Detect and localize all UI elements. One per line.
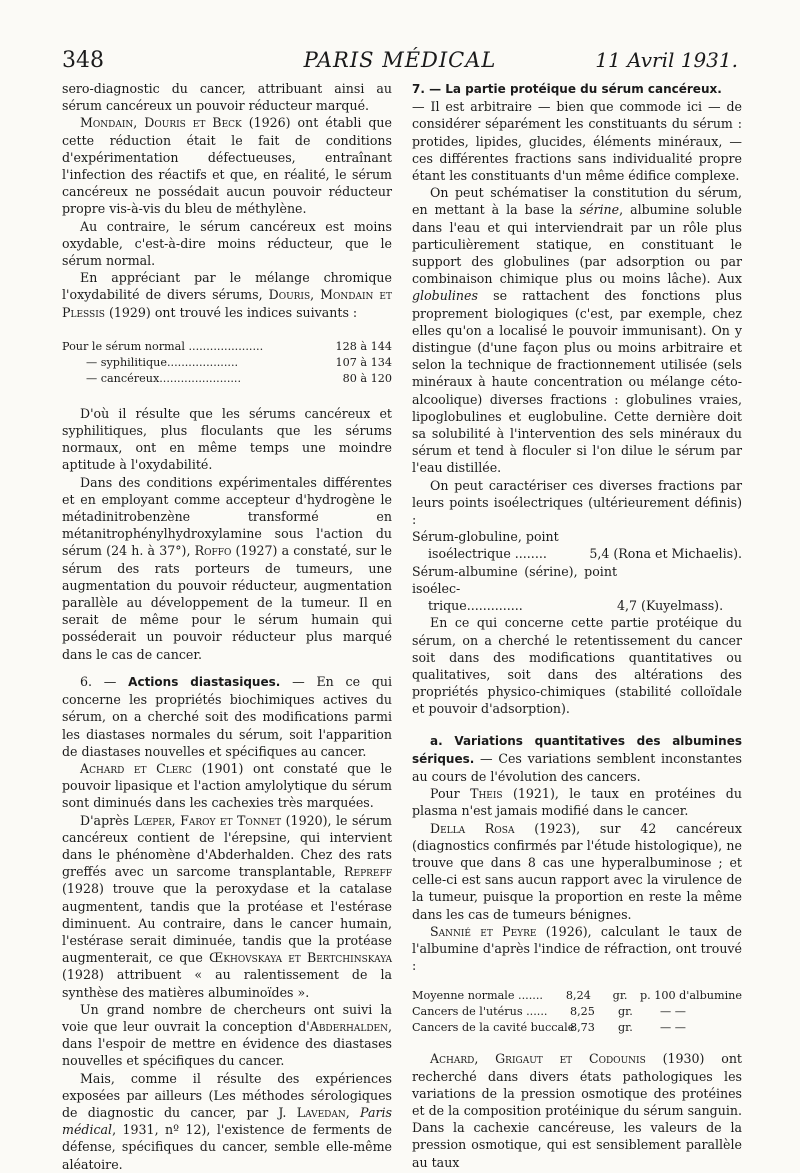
section-a: a. Variations quantitatives des albumines sériques. — Ces variations semblent inconstantes au cours de l'évolution des cancers. [412,733,742,784]
paragraph: Mais, comme il résulte des expériences exposées par ailleurs (Les méthodes sérologiques de diagnostic du cancer, par J. Lavedan, Paris médical, 1931, nº 12), l'existence de ferments de défense, spécifiques du cancer, semble elle-même aléatoire. [62,1070,392,1172]
albumin-table [412,988,742,1036]
paragraph: Achard et Clerc (1901) ont constaté que le pouvoir lipasique et l'action amylolytique du sérum sont diminués dans les cachexies très marquées. [62,760,392,811]
table-row: — syphilitique.................... 107 à 134 [86,355,392,369]
section-title: Actions diastasiques. [128,674,281,689]
section-7 [412,80,742,98]
paragraph: Achard, Grigaut et Codounis (1930) ont recherché dans divers états pathologiques les variations de la pression osmotique des protéines et de la composition protéinique du sérum sanguin. Dans la cachexie cancéreuse, les valeurs de la pression osmotique, qui est sensiblement parallèle au taux [412,1051,742,1170]
table-row: Cancers de l'utérus ...... 8,25 gr. — — [412,1005,686,1019]
left-column [62,80,392,1173]
paragraph: — Il est arbitraire — bien que commode ici — de considérer séparément les constituants du sérum : protides, lipides, glucides, éléments minéraux, — ces différentes fractions sans individualité propre étant les constituants d'un même édifice complexe. [412,99,742,184]
paragraph: Sannié et Peyre (1926), calculant le taux de l'albumine d'après l'indice de réfraction, ont trouvé : [412,923,742,974]
paragraph: Mondain, Douris et Beck (1926) ont établi que cette réduction était le fait de conditions d'expérimentation défectueuses, entraînant l'infection des réactifs et que, en réalité, le sérum cancéreux ne possédait aucun pouvoir réducteur propre vis-à-vis du bleu de méthylène. [62,115,392,217]
paragraph: En ce qui concerne cette partie protéique du sérum, on a cherché le retentissement du cancer soit dans des modifications quantitatives ou qualitatives, soit dans des altérations des propriétés physico-chimiques (stabilité colloïdale et pouvoir d'adsorption). [412,615,742,717]
journal-title: PARIS MÉDICAL [303,48,497,72]
table-row: — cancéreux....................... 80 à 120 [86,371,392,385]
paragraph: Pour Theis (1921), le taux en protéines du plasma n'est jamais modifié dans le cancer. [412,786,742,819]
table-row: Moyenne normale ....... 8,24 gr. p. 100 d'albumine [412,989,742,1003]
list-item: Sérum-albumine (sérine), point isoélec- [412,563,617,596]
paragraph: Dans des conditions expérimentales différentes et en employant comme accepteur d'hydrogène le métadinitrobenzène transformé en métanitrophénylhydroxylamine sous l'action du sérum (24 h. à 37°), Roffo (1927) a constaté, sur le sérum des rats porteurs de tumeurs, une augmentation du pouvoir réducteur, augmentation parallèle au développement de la tumeur. Il en serait de même pour le sérum humain qui posséderait un pouvoir réducteur plus marqué dans le cas de cancer. [62,474,392,662]
table-row: Pour le sérum normal ..................... 128 à 144 [62,339,392,353]
section-title: 7. — La partie protéique du sérum cancéreux. [412,82,722,96]
isoelectric-points [412,528,742,614]
paragraph: D'après Lœper, Faroy et Tonnet (1920), le sérum cancéreux contient de l'érepsine, qui intervient dans le phénomène d'Abderhalden. Chez des rats greffés avec un sarcome transplantable, Repreff (1928) trouve que la peroxydase et la catalase augmentent, tandis que la protéase et l'estérase diminuent. Au contraire, dans le cancer humain, l'estérase serait diminuée, tandis que la protéase augmenterait, ce que Œkhovskaya et Bertchinskaya (1928) attribuent « au ralentissement de la synthèse des matières albuminoïdes ». [62,812,392,1000]
paragraph: Un grand nombre de chercheurs ont suivi la voie que leur ouvrait la conception d'Abderhalden, dans l'espoir de mettre en évidence des diastases nouvelles et spécifiques du cancer. [62,1001,392,1069]
section-title: a. Variations quantitatives des albumines sériques. [412,733,742,766]
oxydability-table [62,339,392,387]
table-row: Cancers de la cavité buccale 8,73 gr. — — [412,1021,686,1035]
section-6: 6. — Actions diastasiques. — En ce qui concerne les propriétés biochimiques actives du sérum, on a cherché soit des modifications parmi les diastases normales du sérum, soit l'apparition de diastases nouvelles et spécifiques au cancer. [62,673,392,759]
paragraph: sero-diagnostic du cancer, attribuant ainsi au sérum cancéreux un pouvoir réducteur marqué. [62,81,392,114]
paragraph: On peut schématiser la constitution du sérum, en mettant à la base la sérine, albumine soluble dans l'eau et qui interviendrait par un rôle plus particulièrement statique, en constituant le support des globulines (par adsorption ou par combinaison chimique plus ou moins lâche). Aux globulines se rattachent des fonctions plus proprement biologiques (c'est, par exemple, chez elles qu'on a localisé le pouvoir immunisant). On y distingue (d'une façon plus ou moins arbitraire et selon la technique de fractionnement utilisée (sels minéraux à haute concentration ou mélange céto-alcoolique) diverses fractions : globulines vraies, lipoglobulines et euglobuline. Cette dernière doit sa solubilité à l'intervention des sels minéraux du sérum et tend à floculer si l'on dilue le sérum par l'eau distillée. [412,185,742,476]
paragraph: D'où il résulte que les sérums cancéreux et syphilitiques, plus floculants que les sérums normaux, ont en même temps une moindre aptitude à l'oxydabilité. [62,405,392,473]
issue-date: 11 Avril 1931. [595,48,738,72]
list-item: Sérum-globuline, point [412,529,559,545]
list-item: trique.............. 4,7 (Kuyelmass). [428,598,724,614]
page-header [62,48,738,78]
page-number: 348 [62,48,104,73]
paragraph: Au contraire, le sérum cancéreux est moins oxydable, c'est-à-dire moins réducteur, que le sérum normal. [62,218,392,269]
list-item: isoélectrique ........ 5,4 (Rona et Michaelis). [428,546,742,562]
right-column [412,80,742,1171]
paragraph: On peut caractériser ces diverses fractions par leurs points isoélectriques (ultérieurement définis) : [412,477,742,528]
paragraph: Della Rosa (1923), sur 42 cancéreux (diagnostics confirmés par l'étude histologique), ne trouve que dans 8 cas une hyperalbuminose ; et celle-ci est sans aucun rapport avec la virulence de la tumeur, puisque la proportion en reste la même dans les cas de tumeurs bénignes. [412,820,742,922]
paragraph: En appréciant par le mélange chromique l'oxydabilité de divers sérums, Douris, Mondain et Plessis (1929) ont trouvé les indices suivants : [62,270,392,320]
